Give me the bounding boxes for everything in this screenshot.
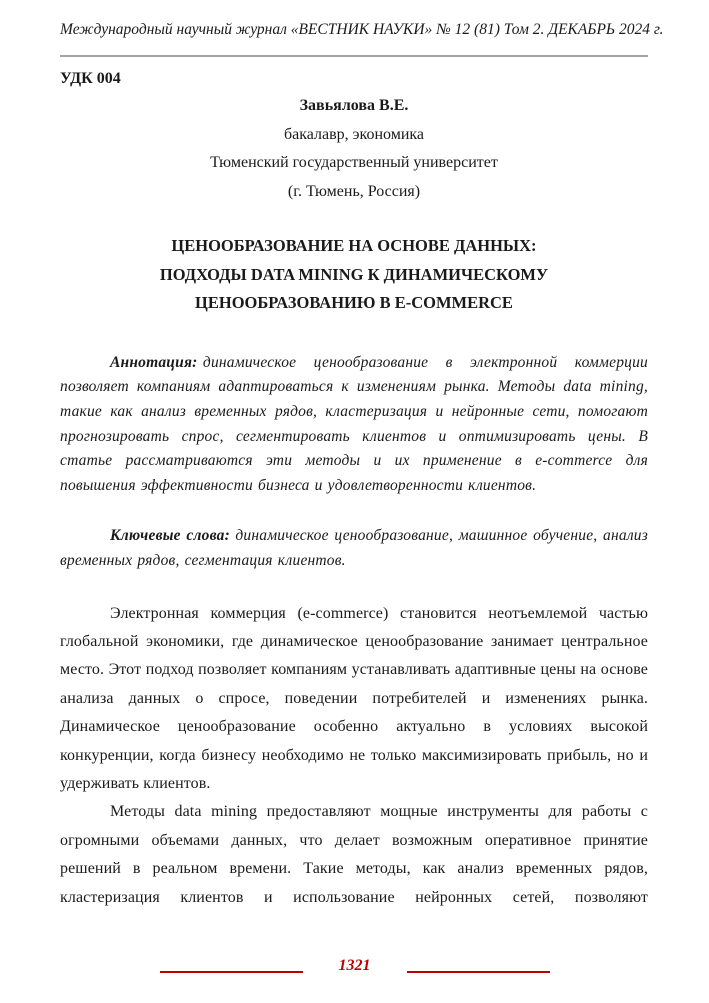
article-title bbox=[60, 232, 648, 318]
keywords-text: динамическое ценообразование, машинное обучение, анализ временных рядов, сегментация клиентов. bbox=[60, 527, 648, 569]
author-name: Завьялова В.Е. bbox=[299, 97, 409, 114]
author-affiliation: Тюменский государственный университет bbox=[210, 154, 498, 171]
footer-rule-right bbox=[407, 967, 550, 973]
article-title-line: ЦЕНООБРАЗОВАНИЮ В E-COMMERCE bbox=[195, 293, 513, 313]
footer-rule-left bbox=[160, 967, 303, 973]
author-degree: бакалавр, экономика bbox=[283, 125, 425, 143]
journal-header: Международный научный журнал «ВЕСТНИК НАУКИ» № 12 (81) Том 2. ДЕКАБРЬ 2024 г. bbox=[60, 21, 664, 38]
abstract-text: динамическое ценообразование в электронной коммерции позволяет компаниям адаптироваться к изменениям рынка. Методы data mining, такие как анализ временных рядов, кластеризация и нейронные сети, помогают прогнозировать спрос, сегментировать клиентов и оптимизировать цены. В статье рассматриваются эти методы и их применение в e-commerce для повышения эффективности бизнеса и удовлетворенности клиентов. bbox=[60, 353, 648, 494]
abstract-paragraph bbox=[60, 351, 648, 499]
page-footer bbox=[0, 956, 709, 976]
page-number: 1321 bbox=[338, 957, 371, 974]
body-paragraph: Электронная коммерция (e-commerce) становится неотъемлемой частью глобальной экономики, где динамическое ценообразование занимает центральное место. Этот подход позволяет компаниям устанавливать адаптивные цены на основе анализа данных о спросе, поведении потребителей и изменениях рынка. Динамическое ценообразование особенно актуально в условиях высокой конкуренции, когда бизнесу необходимо не только максимизировать прибыль, но и удерживать клиентов. bbox=[60, 604, 648, 792]
keywords-label: Ключевые слова: bbox=[110, 527, 230, 545]
keywords-paragraph bbox=[60, 524, 648, 573]
article-title-line: ПОДХОДЫ DATA MINING К ДИНАМИЧЕСКОМУ bbox=[159, 264, 549, 284]
body-paragraph: Методы data mining предоставляют мощные инструменты для работы с огромными объемами данных, что делает возможным оперативное принятие решений в реальном времени. Такие методы, как анализ временных рядов, кластеризация клиентов и использование нейронных сетей, позволяют bbox=[60, 803, 648, 906]
article-body bbox=[60, 600, 648, 912]
article-title-line: ЦЕНООБРАЗОВАНИЕ НА ОСНОВЕ ДАННЫХ: bbox=[171, 236, 537, 255]
abstract-label: Аннотация: bbox=[110, 353, 198, 371]
udk-label: УДК 004 bbox=[60, 70, 121, 87]
header-divider bbox=[60, 55, 648, 57]
author-block bbox=[60, 92, 648, 206]
author-location: (г. Тюмень, Россия) bbox=[287, 182, 421, 200]
